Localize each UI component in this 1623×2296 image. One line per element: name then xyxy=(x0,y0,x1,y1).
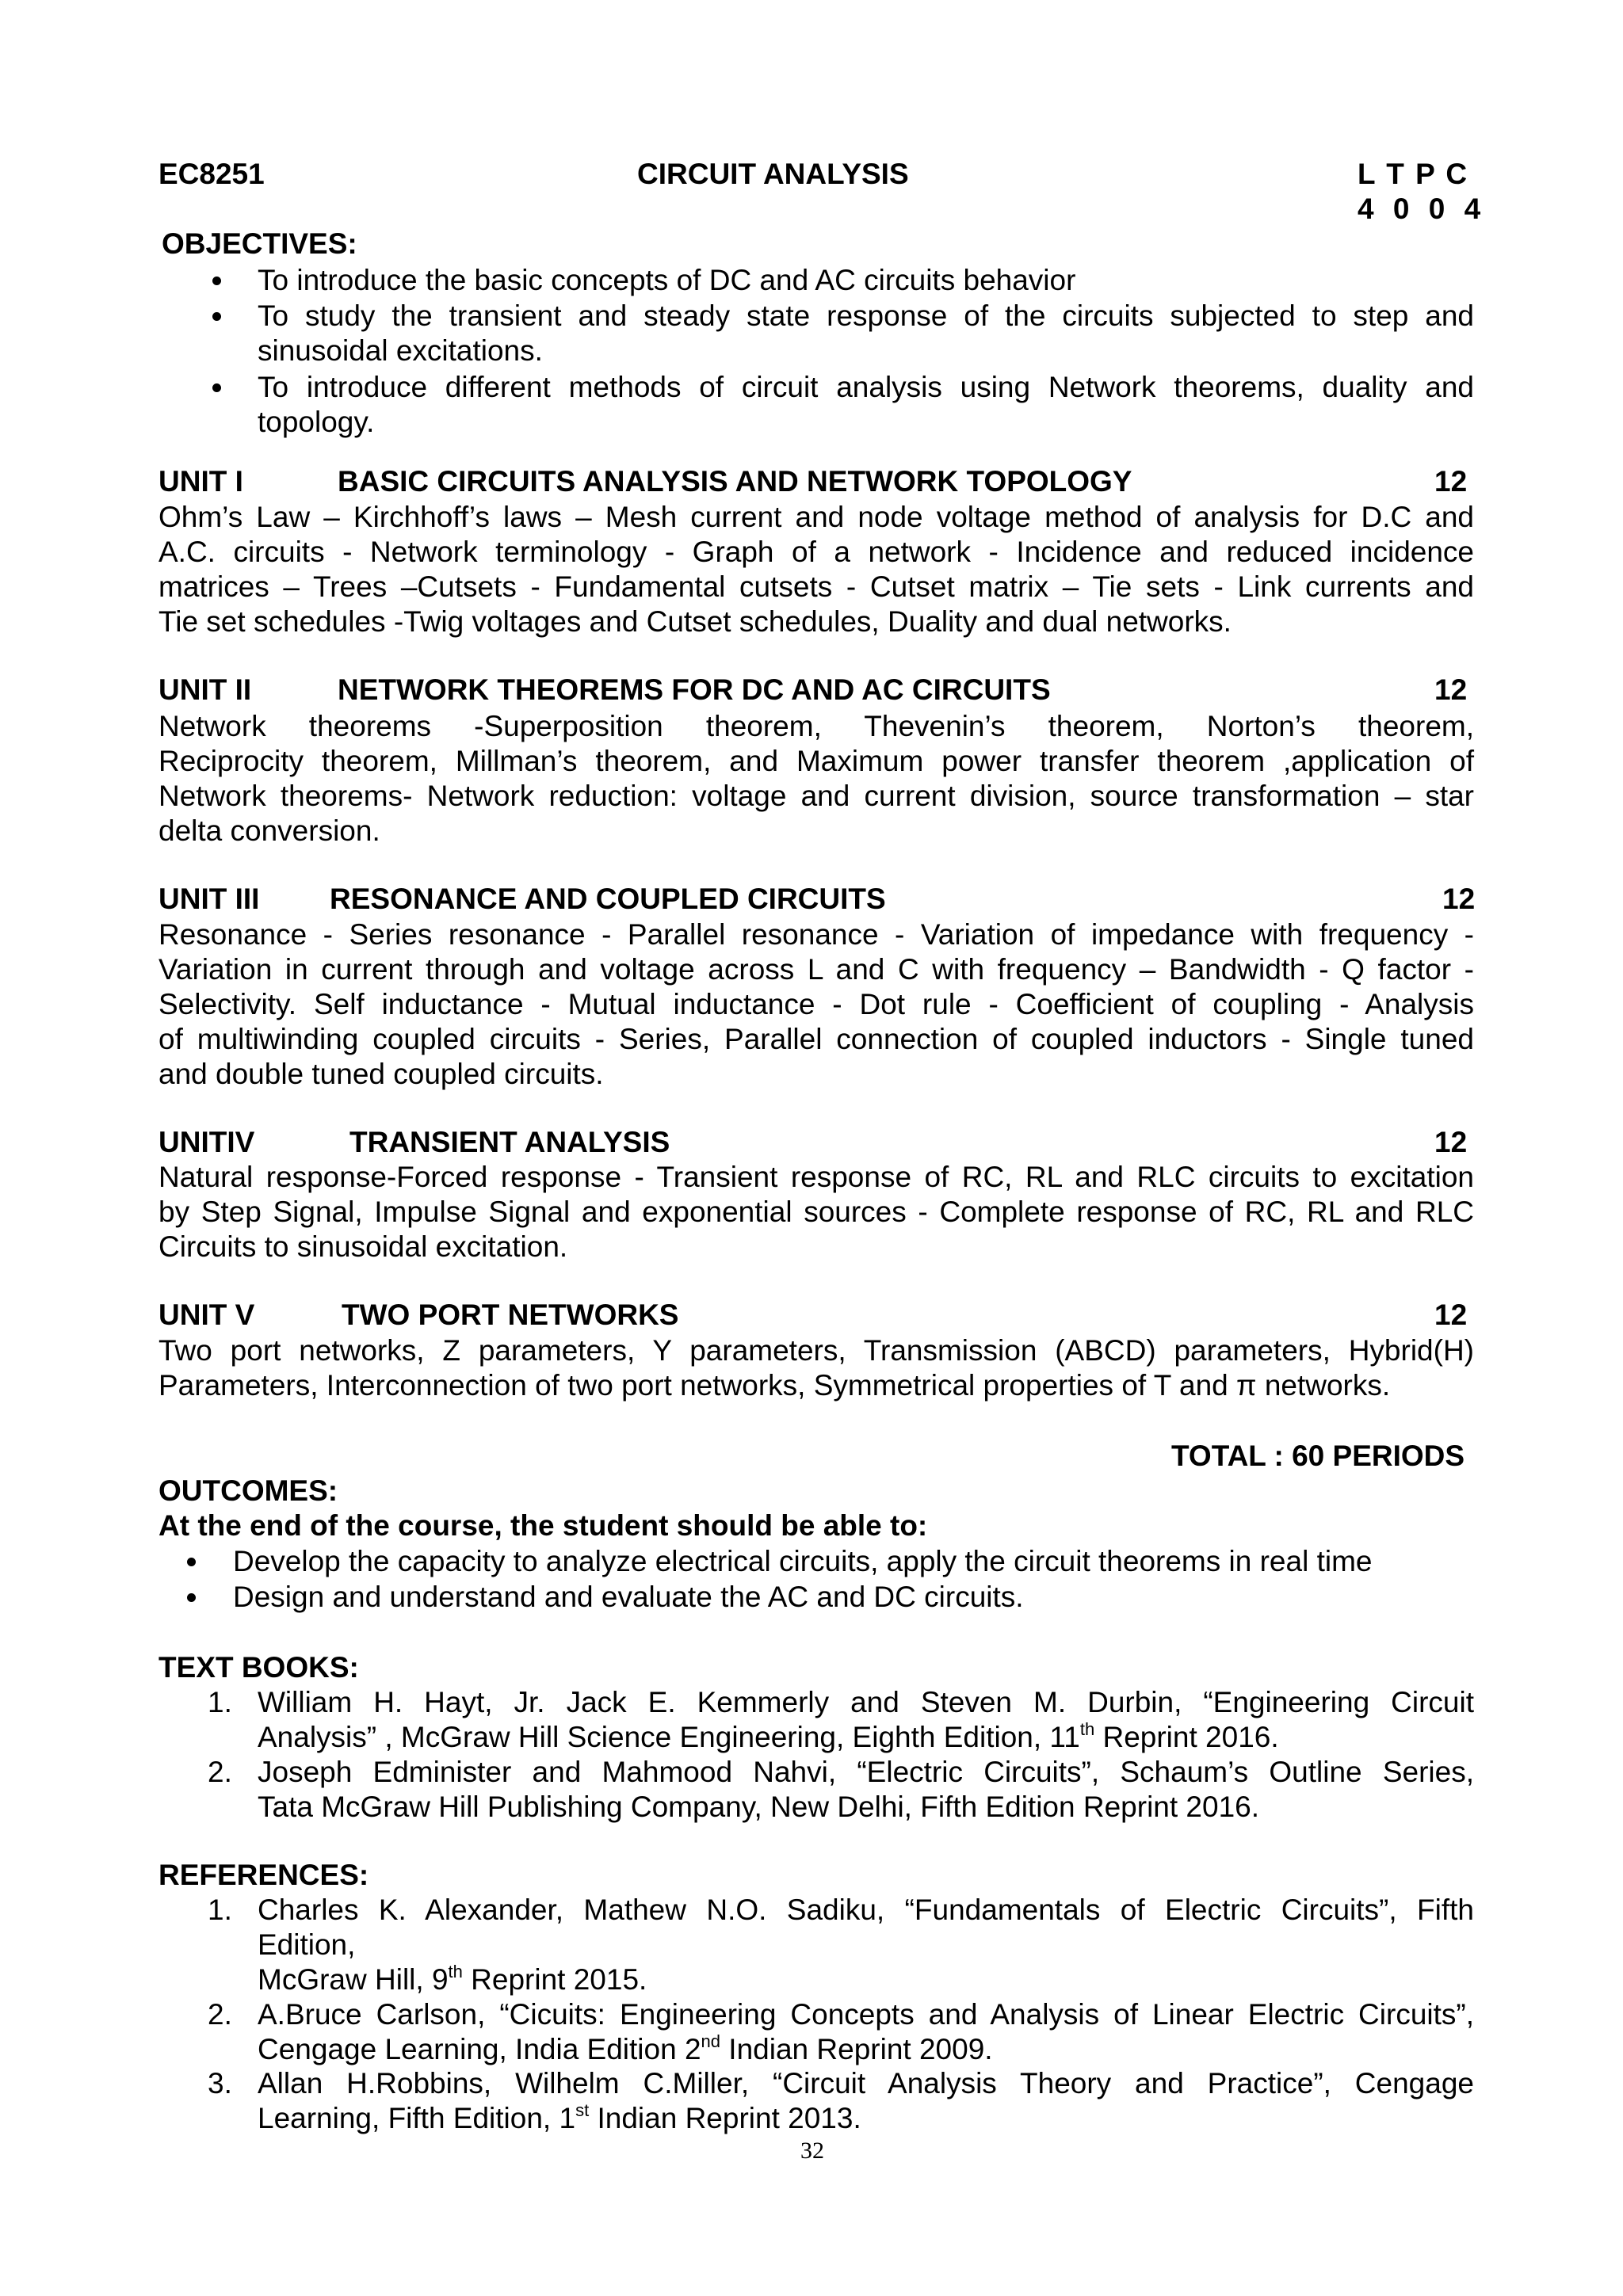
course-title: CIRCUIT ANALYSIS xyxy=(637,158,909,190)
ltpc-label: L T P C xyxy=(1358,158,1469,190)
outcome-item: Develop the capacity to analyze electrical circuits, apply the circuit theorems in real time xyxy=(233,1545,1373,1577)
textbook-item: William H. Hayt, Jr. Jack E. Kemmerly and Steven M. Durbin, “Engineering Circuit Analysis” , McGraw Hill Science Engineering, Eighth Edition, 11th Reprint 2016. xyxy=(258,1686,1474,1753)
textbook-line: Analysis” , McGraw Hill Science Engineering, Eighth Edition, 11th Reprint 2016. xyxy=(258,1718,1279,1753)
page-number: 32 xyxy=(800,2138,824,2164)
reference-number: 2. xyxy=(208,1998,232,2031)
objective-item: To introduce different methods of circuit analysis using Network theorems, duality and topology. xyxy=(258,371,1474,438)
unit-hours: 12 xyxy=(1434,465,1468,498)
unit-content: Network theorems -Superposition theorem, Thevenin’s theorem, Norton’s theorem, Reciprocity theorem, Millman’s theorem, and Maximum power transfer theorem ,application of Network theorems- Network reduction: voltage and current division, source transformation – star delta conversion. xyxy=(158,710,1474,847)
reference-number: 3. xyxy=(208,2067,232,2100)
reference-line: McGraw Hill, 9th Reprint 2015. xyxy=(258,1961,647,1996)
reference-number: 1. xyxy=(208,1894,232,1926)
objective-item: To introduce the basic concepts of DC and AC circuits behavior xyxy=(258,264,1076,296)
unit-title: TWO PORT NETWORKS xyxy=(342,1299,679,1331)
unit-label: UNIT V xyxy=(158,1299,255,1331)
unit-hours: 12 xyxy=(1434,1126,1468,1158)
unit-hours: 12 xyxy=(1434,1299,1468,1331)
reference-line: Cengage Learning, India Edition 2nd Indian Reprint 2009. xyxy=(258,2031,993,2065)
objectives-heading: OBJECTIVES: xyxy=(162,227,357,260)
reference-line: Learning, Fifth Edition, 1st Indian Reprint 2013. xyxy=(258,2100,861,2134)
reference-item: Charles K. Alexander, Mathew N.O. Sadiku, “Fundamentals of Electric Circuits”, Fifth Edition, McGraw Hill, 9th Reprint 2015. xyxy=(258,1894,1474,1996)
unit-content: Resonance - Series resonance - Parallel resonance - Variation of impedance with frequency - Variation in current through and voltage across L and C with frequency – Bandwidth - Q factor - Selectivity. Self inductance - Mutual inductance - Dot rule - Coefficient of coupling - Analysis of multiwinding coupled circuits - Series, Parallel connection of coupled inductors - Single tuned and double tuned coupled circuits. xyxy=(158,918,1474,1090)
total-periods: TOTAL : 60 PERIODS xyxy=(1171,1440,1465,1472)
objective-item: To study the transient and steady state response of the circuits subjected to step and sinusoidal excitations. xyxy=(258,299,1474,367)
reference-item: A.Bruce Carlson, “Cicuits: Engineering Concepts and Analysis of Linear Electric Circuits”, Cengage Learning, India Edition 2nd Indian Reprint 2009. xyxy=(258,1998,1474,2065)
unit-title: RESONANCE AND COUPLED CIRCUITS xyxy=(330,883,886,915)
bullet-icon xyxy=(187,1593,196,1602)
bullet-icon xyxy=(212,277,221,285)
textbook-item: Joseph Edminister and Mahmood Nahvi, “Electric Circuits”, Schaum’s Outline Series, Tata McGraw Hill Publishing Company, New Delhi, Fifth Edition Reprint 2016. xyxy=(258,1756,1474,1823)
unit-hours: 12 xyxy=(1434,673,1468,706)
references-heading: REFERENCES: xyxy=(158,1859,369,1891)
unit-title: BASIC CIRCUITS ANALYSIS AND NETWORK TOPOLOGY xyxy=(338,465,1132,498)
textbooks-heading: TEXT BOOKS: xyxy=(158,1651,359,1684)
unit-label: UNITIV xyxy=(158,1126,255,1158)
bullet-icon xyxy=(212,383,221,392)
outcomes-heading: OUTCOMES: xyxy=(158,1474,338,1507)
outcomes-lead: At the end of the course, the student should be able to: xyxy=(158,1509,928,1542)
unit-label: UNIT II xyxy=(158,673,252,706)
bullet-icon xyxy=(187,1558,196,1566)
ltpc-values: 4 0 0 4 xyxy=(1358,193,1487,225)
unit-content: Ohm’s Law – Kirchhoff’s laws – Mesh current and node voltage method of analysis for D.C and A.C. circuits - Network terminology - Graph of a network - Incidence and reduced incidence matrices – Trees –Cutsets - Fundamental cutsets - Cutset matrix – Tie sets - Link currents and Tie set schedules -Twig voltages and Cutset schedules, Duality and dual networks. xyxy=(158,501,1474,638)
course-code: EC8251 xyxy=(158,158,265,190)
unit-hours: 12 xyxy=(1442,883,1476,915)
unit-label: UNIT III xyxy=(158,883,260,915)
unit-title: NETWORK THEOREMS FOR DC AND AC CIRCUITS xyxy=(338,673,1051,706)
bullet-icon xyxy=(212,312,221,321)
unit-title: TRANSIENT ANALYSIS xyxy=(349,1126,670,1158)
textbook-number: 2. xyxy=(208,1756,232,1788)
outcome-item: Design and understand and evaluate the AC and DC circuits. xyxy=(233,1581,1024,1613)
unit-content: Natural response-Forced response - Transient response of RC, RL and RLC circuits to excitation by Step Signal, Impulse Signal and exponential sources - Complete response of RC, RL and RLC Circuits to sinusoidal excitation. xyxy=(158,1161,1474,1263)
textbook-number: 1. xyxy=(208,1686,232,1718)
reference-item: Allan H.Robbins, Wilhelm C.Miller, “Circuit Analysis Theory and Practice”, Cengage Learning, Fifth Edition, 1st Indian Reprint 2013. xyxy=(258,2067,1474,2134)
unit-content: Two port networks, Z parameters, Y parameters, Transmission (ABCD) parameters, Hybrid(H) Parameters, Interconnection of two port networks, Symmetrical properties of T and π networks. xyxy=(158,1334,1474,1402)
unit-label: UNIT I xyxy=(158,465,243,498)
